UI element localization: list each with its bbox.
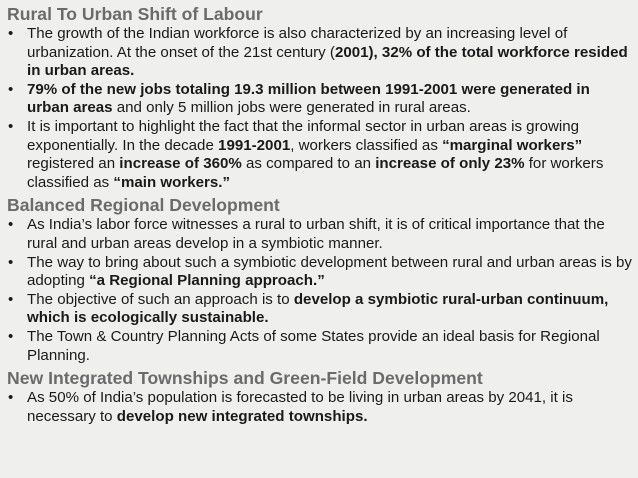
bullet-emphasis: develop new integrated townships.	[116, 407, 368, 425]
bullet-emphasis: 2001), 32% of the total workforce resided in urban areas.	[27, 43, 628, 80]
bullet-list-new-townships	[7, 389, 632, 426]
section-heading-balanced-regional: Balanced Regional Development	[7, 195, 280, 216]
bullet-workforce-urbanization	[7, 25, 632, 81]
bullet-text: As India’s labor force witnesses a rural to urban shift, it is of critical importance that the rural and urban areas develop in a symbiotic manner.	[27, 216, 605, 252]
bullet-text: for workers classified as	[27, 155, 604, 191]
bullet-emphasis: increase of 360%	[119, 155, 242, 173]
bullet-text: , workers classified as	[290, 136, 443, 154]
bullet-text: registered an	[27, 155, 120, 173]
bullet-informal-sector	[7, 118, 632, 192]
bullet-integrated-townships	[7, 389, 632, 426]
bullet-emphasis: “main workers.”	[113, 173, 231, 191]
bullet-text: as compared to an	[241, 155, 376, 173]
bullet-text: and only 5 million jobs were generated in rural areas.	[112, 99, 471, 117]
bullet-new-jobs	[7, 81, 632, 118]
bullet-text: As 50% of India’s population is forecasted to be living in urban areas by 2041, it is necessary to	[27, 389, 573, 425]
section-heading-rural-urban-shift: Rural To Urban Shift of Labour	[7, 4, 263, 24]
bullet-emphasis: 1991-2001	[218, 136, 291, 154]
bullet-list-balanced-regional	[7, 216, 632, 365]
bullet-list-rural-urban-shift	[7, 25, 632, 192]
bullet-emphasis: develop a symbiotic rural-urban continuum, which is ecologically sustainable.	[27, 290, 609, 327]
bullet-regional-planning-approach	[7, 254, 632, 291]
bullet-emphasis: “a Regional Planning approach.”	[89, 272, 325, 290]
bullet-text: The objective of such an approach is to	[27, 290, 294, 308]
bullet-emphasis: “marginal workers”	[442, 136, 583, 154]
bullet-emphasis: increase of only 23%	[375, 155, 525, 173]
bullet-text: It is important to highlight the fact that the informal sector in urban areas is growing exponentially. In the decade	[27, 117, 580, 154]
bullet-rural-urban-symbiosis	[7, 216, 632, 253]
bullet-objective	[7, 291, 632, 328]
section-heading-new-townships: New Integrated Townships and Green-Field Development	[7, 368, 483, 389]
bullet-text: The Town & Country Planning Acts of some States provide an ideal basis for Regional Planning.	[27, 327, 600, 364]
bullet-emphasis: 79% of the new jobs totaling 19.3 million between 1991-2001 were generated in urban areas	[27, 80, 590, 117]
bullet-planning-acts	[7, 328, 632, 365]
bullet-text: The growth of the Indian workforce is also characterized by an increasing level of urbanization. At the onset of the 21st century (	[27, 25, 568, 61]
bullet-text: The way to bring about such a symbiotic development between rural and urban areas is by adopting	[27, 253, 632, 290]
